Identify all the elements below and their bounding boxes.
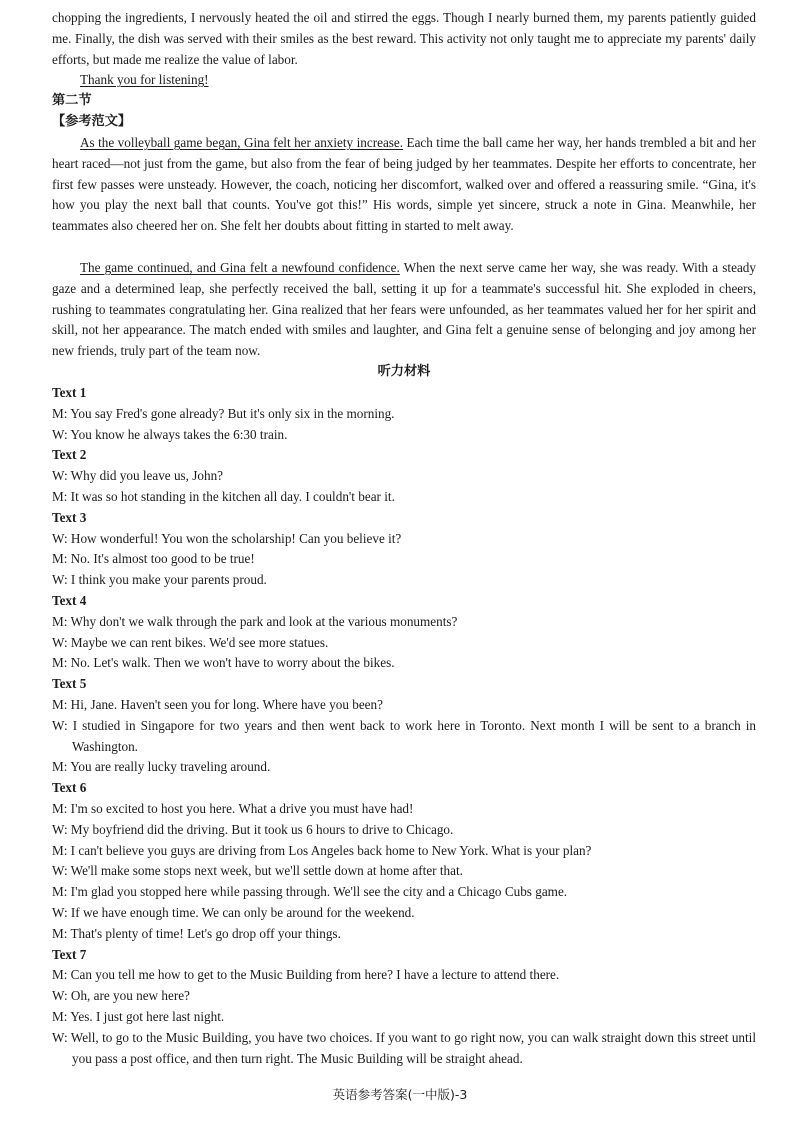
section-heading: 第二节: [52, 93, 92, 108]
dialogue-line: W: I think you make your parents proud.: [52, 572, 267, 588]
listening-transcript: [52, 383, 756, 1069]
dialogue-line: W: How wonderful! You won the scholarship! Can you believe it?: [52, 530, 402, 546]
model-essay-label: 【参考范文】: [52, 114, 132, 129]
text-heading: Text 2: [52, 447, 87, 463]
dialogue-line: W: If we have enough time. We can only be around for the weekend.: [52, 904, 415, 920]
closing-line: Thank you for listening!: [80, 72, 209, 87]
dialogue-line: W: Well, to go to the Music Building, you have two choices. If you want to go right now, you can walk straight down this street until you pass a post office, and then turn right. The Music Building will be straight ahead.: [52, 1029, 756, 1066]
text-heading: Text 6: [52, 780, 87, 796]
dialogue-line: M: It was so hot standing in the kitchen all day. I couldn't bear it.: [52, 488, 395, 504]
text-heading: Text 1: [52, 385, 87, 400]
dialogue-line: M: I'm glad you stopped here while passing through. We'll see the city and a Chicago Cubs game.: [52, 884, 568, 900]
text-heading: Text 7: [52, 946, 87, 962]
dialogue-line: W: I studied in Singapore for two years and then went back to work here in Toronto. Next month I will be sent to a branch in Washington.: [52, 717, 756, 754]
dialogue-line: M: Yes. I just got here last night.: [52, 1008, 225, 1024]
dialogue-line: M: Can you tell me how to get to the Music Building from here? I have a lecture to attend there.: [52, 967, 560, 983]
model-essay-paragraph-1: [52, 133, 756, 237]
paragraph-opening-sentence: The game continued, and Gina felt a newfound confidence.: [80, 260, 400, 275]
dialogue-line: W: You know he always takes the 6:30 train.: [52, 426, 288, 442]
text-heading: Text 4: [52, 592, 87, 608]
text-heading: Text 3: [52, 509, 87, 525]
page-footer: 英语参考答案(一中版)-3: [332, 1087, 468, 1102]
dialogue-line: M: Why don't we walk through the park and look at the various monuments?: [52, 613, 458, 629]
dialogue-line: M: That's plenty of time! Let's go drop off your things.: [52, 925, 341, 941]
dialogue-line: M: You say Fred's gone already? But it's only six in the morning.: [52, 405, 395, 421]
dialogue-line: M: No. Let's walk. Then we won't have to worry about the bikes.: [52, 655, 395, 671]
text-heading: Text 5: [52, 676, 87, 692]
paragraph-opening-sentence: As the volleyball game began, Gina felt her anxiety increase.: [80, 135, 404, 150]
dialogue-line: M: No. It's almost too good to be true!: [52, 551, 255, 567]
dialogue-line: M: I can't believe you guys are driving from Los Angeles back home to New York. What is your plan?: [52, 842, 592, 858]
paragraph-body: When the next serve came her way, she was ready. With a steady gaze and a determined leap, she perfectly received the ball, setting it up for a teammate's successful hit. She exploded in cheers, rushing to teammates congratulating her. Gina realized that her fears were unfounded, as her teammates valued her for her spirit and skill, not her appearance. The match ended with smiles and laughter, and Gina felt a genuine sense of belonging and joy among her new friends, truly part of the team now.: [52, 260, 756, 359]
dialogue-line: W: Oh, are you new here?: [52, 988, 190, 1004]
listening-title: 听力材料: [377, 364, 431, 379]
dialogue-line: W: My boyfriend did the driving. But it took us 6 hours to drive to Chicago.: [52, 821, 454, 837]
dialogue-line: M: You are really lucky traveling around.: [52, 759, 271, 775]
dialogue-line: M: I'm so excited to host you here. What a drive you must have had!: [52, 800, 414, 816]
essay-closing: [52, 70, 756, 91]
essay-paragraph: chopping the ingredients, I nervously heated the oil and stirred the eggs. Though I nearly burned them, my parents patiently guided me. Finally, the dish was served with their smiles as the best reward. This activity not only taught me to appreciate my parents' daily efforts, but made me realize the value of labor.: [52, 10, 756, 67]
dialogue-line: M: Hi, Jane. Haven't seen you for long. Where have you been?: [52, 696, 383, 712]
dialogue-line: W: Why did you leave us, John?: [52, 468, 224, 484]
paragraph-body: Each time the ball came her way, her hands trembled a bit and her heart raced—not just from the game, but also from the fear of being judged by her teammates. Despite her efforts to concentrate, her first few passes were unsteady. However, the coach, noticing her discomfort, walked over and offered a reassuring smile. “Gina, it's how you play the next ball that counts. You've got this!” His words, simple yet sincere, struck a note in Gina. Meanwhile, her teammates also cheered her on. She felt her doubts about fitting in started to melt away.: [52, 135, 756, 234]
dialogue-line: W: Maybe we can rent bikes. We'd see more statues.: [52, 634, 329, 650]
dialogue-line: W: We'll make some stops next week, but we'll settle down at home after that.: [52, 863, 463, 879]
model-essay-paragraph-2: [52, 258, 756, 362]
